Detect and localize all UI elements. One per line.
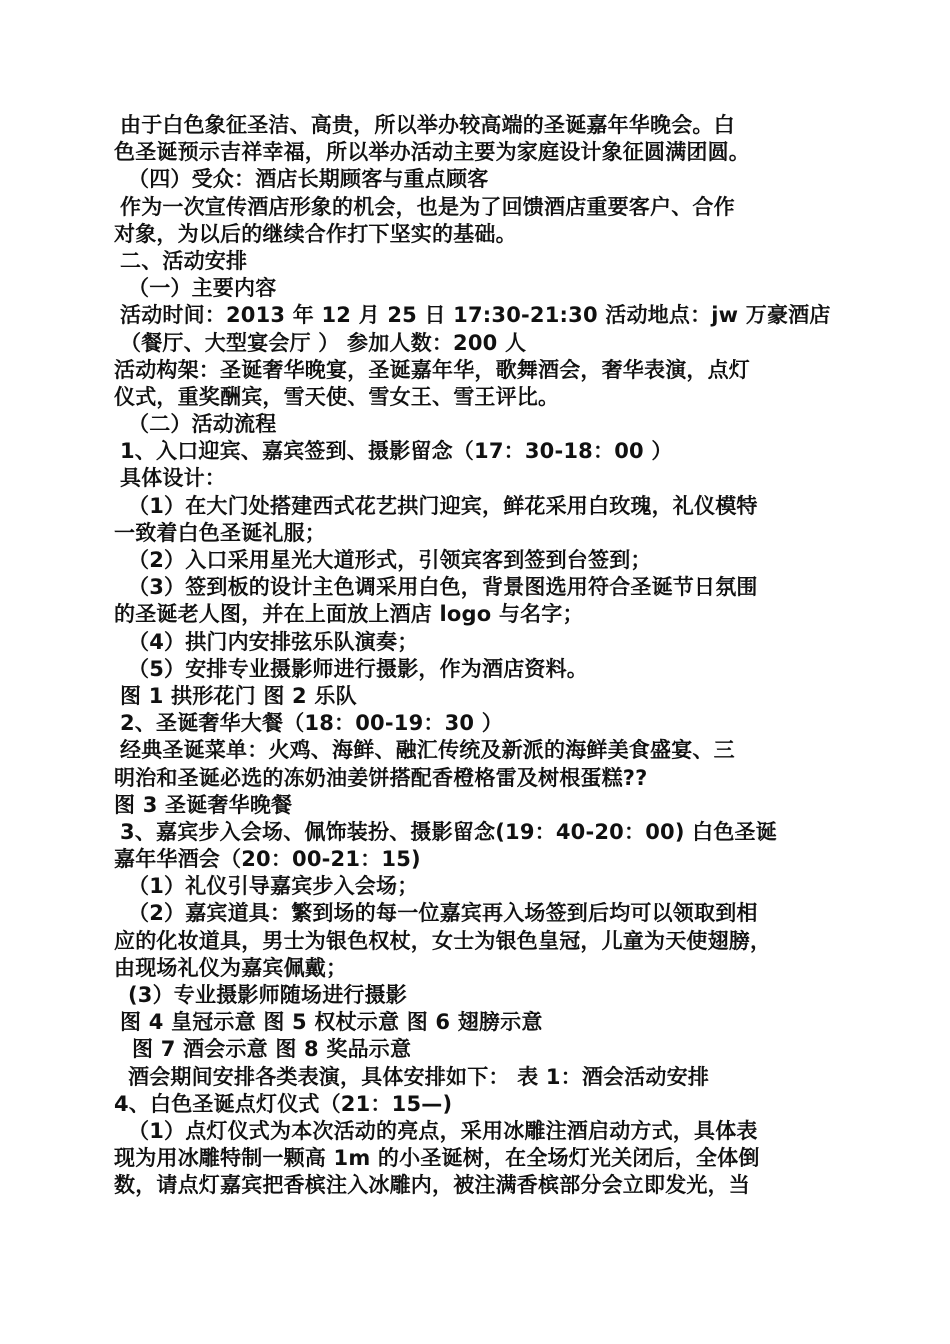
text-line: 经典圣诞菜单：火鸡、海鲜、融汇传统及新派的海鲜美食盛宴、三 <box>120 738 735 763</box>
text-line: （餐厅、大型宴会厅 ） 参加人数：200 人 <box>120 330 527 355</box>
document-body <box>114 112 854 1200</box>
list-item: （2）入口采用星光大道形式，引领宾客到签到台签到； <box>128 548 652 572</box>
text-line: 由于白色象征圣洁、高贵，所以举办较高端的圣诞嘉年华晚会。白 <box>120 113 735 137</box>
section-heading: 3、嘉宾步入会场、佩饰装扮、摄影留念(19：40-20：00) 白色圣诞 <box>120 819 777 844</box>
section-heading: 4、白色圣诞点灯仪式（21：15—) <box>114 1091 453 1116</box>
text-line: 一致着白色圣诞礼服； <box>114 520 326 545</box>
figure-caption: 图 7 酒会示意 图 8 奖品示意 <box>132 1037 412 1062</box>
text-line: 仪式，重奖酬宾，雪天使、雪女王、雪王评比。 <box>114 384 560 409</box>
list-item: （1）点灯仪式为本次活动的亮点，采用冰雕注酒启动方式，具体表 <box>128 1118 758 1143</box>
list-item: （2）嘉宾道具：繁到场的每一位嘉宾再入场签到后均可以领取到相 <box>128 901 758 926</box>
text-line: 的圣诞老人图，并在上面放上酒店 logo 与名字； <box>114 602 584 627</box>
text-line: 对象，为以后的继续合作打下坚实的基础。 <box>114 221 517 246</box>
list-item: (3）专业摄影师随场进行摄影 <box>128 983 408 1007</box>
section-heading: 1、入口迎宾、嘉宾签到、摄影留念（17：30-18：00 ） <box>120 439 673 464</box>
figure-caption: 图 3 圣诞奢华晚餐 <box>114 792 293 817</box>
text-line: 应的化妆道具，男士为银色权杖，女士为银色皇冠，儿童为天使翅膀， <box>114 928 772 953</box>
text-line: 由现场礼仪为嘉宾佩戴； <box>114 955 348 980</box>
list-item: （3）签到板的设计主色调采用白色，背景图选用符合圣诞节日氛围 <box>128 575 758 600</box>
text-line: 具体设计： <box>120 466 226 491</box>
section-heading: 2、圣诞奢华大餐（18：00-19：30 ） <box>120 711 503 736</box>
list-item: （5）安排专业摄影师进行摄影，作为酒店资料。 <box>128 656 589 681</box>
section-heading: （四）受众：酒店长期顾客与重点顾客 <box>128 167 489 192</box>
section-heading: 二、活动安排 <box>120 248 248 273</box>
figure-caption: 图 4 皇冠示意 图 5 权杖示意 图 6 翅膀示意 <box>120 1010 543 1035</box>
text-line: 数，请点灯嘉宾把香槟注入冰雕内，被注满香槟部分会立即发光，当 <box>114 1173 750 1198</box>
text-line: 明治和圣诞必选的冻奶油姜饼搭配香橙格雷及树根蛋糕?? <box>114 765 648 790</box>
list-item: （1）礼仪引导嘉宾步入会场； <box>128 874 419 899</box>
section-heading: （一）主要内容 <box>128 276 277 301</box>
text-line: 酒会期间安排各类表演，具体安排如下： 表 1：酒会活动安排 <box>128 1064 710 1089</box>
list-item: （4）拱门内安排弦乐队演奏； <box>128 629 419 654</box>
section-heading: （二）活动流程 <box>128 412 277 437</box>
text-line: 活动构架：圣诞奢华晚宴，圣诞嘉年华，歌舞酒会，奢华表演，点灯 <box>114 357 750 382</box>
list-item: （1）在大门处搭建西式花艺拱门迎宾，鲜花采用白玫瑰，礼仪模特 <box>128 493 758 518</box>
text-line: 活动时间：2013 年 12 月 25 日 17:30-21:30 活动地点：jw 万豪酒店 <box>120 303 831 328</box>
text-line: 色圣诞预示吉祥幸福，所以举办活动主要为家庭设计象征圆满团圆。 <box>114 140 750 165</box>
text-line: 嘉年华酒会（20：00-21：15) <box>114 847 421 872</box>
figure-caption: 图 1 拱形花门 图 2 乐队 <box>120 683 357 708</box>
text-line: 现为用冰雕特制一颗高 1m 的小圣诞树，在全场灯光关闭后，全体倒 <box>114 1146 760 1171</box>
text-line: 作为一次宣传酒店形象的机会，也是为了回馈酒店重要客户、合作 <box>120 194 735 219</box>
